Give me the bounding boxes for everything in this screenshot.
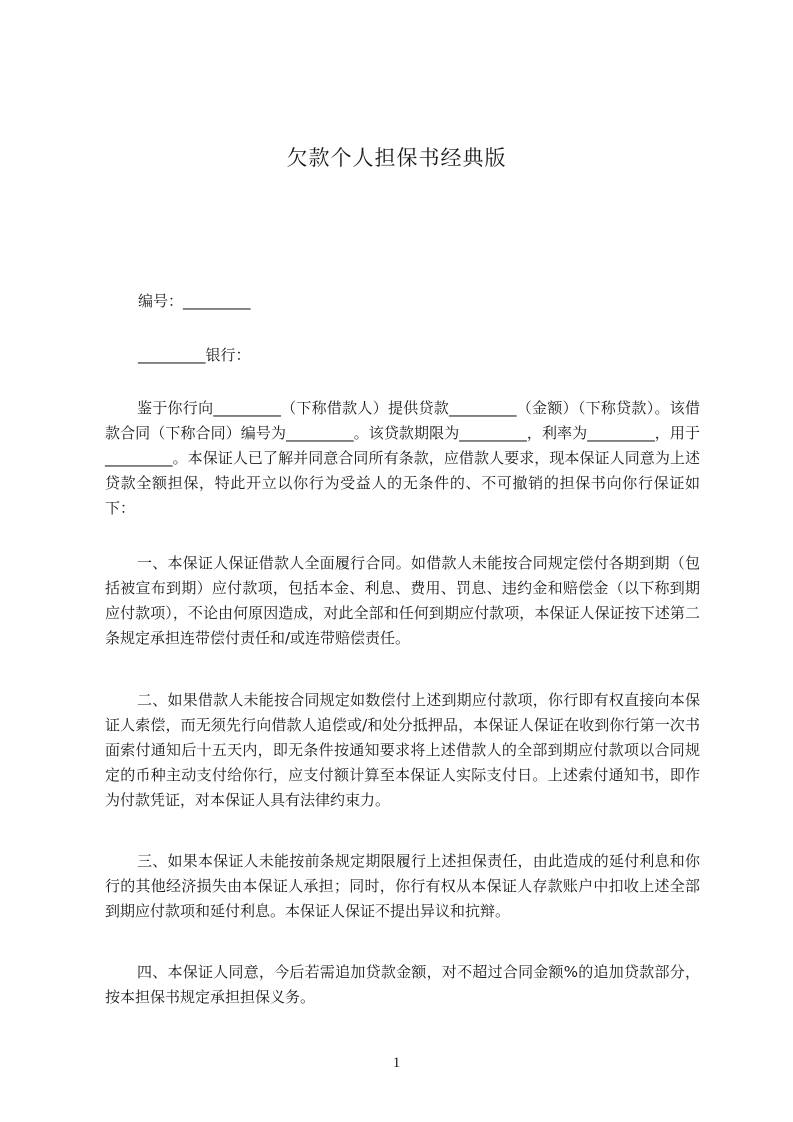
bank-line: _________银行： [138, 346, 251, 364]
page-number: 1 [392, 1055, 401, 1071]
paragraph-clause-1: 一、本保证人保证借款人全面履行合同。如借款人未能按合同规定偿付各期到期（包括被宣布到期）应付款项，包括本金、利息、费用、罚息、违约金和赔偿金（以下称到期应付款项），不论由何原因造成，对此全部和任何到期应付款项，本保证人保证按下述第二条规定承担连带偿付责任和/或连带赔偿责任。 [105, 554, 700, 647]
paragraph-clause-4: 四、本保证人同意，今后若需追加贷款金额，对不超过合同金额%的追加贷款部分，按本担保书规定承担担保义务。 [105, 963, 700, 1006]
number-line: 编号：_________ [138, 292, 251, 310]
paragraph-clause-3: 三、如果本保证人未能按前条规定期限履行上述担保责任，由此造成的延付利息和你行的其他经济损失由本保证人承担；同时，你行有权从本保证人存款账户中扣收上述全部到期应付款项和延付利息。本保证人保证不提出异议和抗辩。 [105, 852, 700, 920]
document-title: 欠款个人担保书经典版 [286, 146, 507, 170]
paragraph-preamble: 鉴于你行向_________（下称借款人）提供贷款_________（金额）（下称贷款）。该借款合同（下称合同）编号为_________。该贷款期限为_________，利率为_________，用于_________。本保证人已了解并同意合同所有条款，应借款人要求，现本保证人同意为上述贷款全额担保，特此开立以你行为受益人的无条件的、不可撤销的担保书向你行保证如下： [105, 399, 700, 517]
paragraph-clause-2: 二、如果借款人未能按合同规定如数偿付上述到期应付款项，你行即有权直接向本保证人索偿，而无须先行向借款人追偿或/和处分抵押品，本保证人保证在收到你行第一次书面索付通知后十五天内，即无条件按通知要求将上述借款人的全部到期应付款项以合同规定的币种主动支付给你行，应支付额计算至本保证人实际支付日。上述索付通知书，即作为付款凭证，对本保证人具有法律约束力。 [105, 691, 700, 809]
